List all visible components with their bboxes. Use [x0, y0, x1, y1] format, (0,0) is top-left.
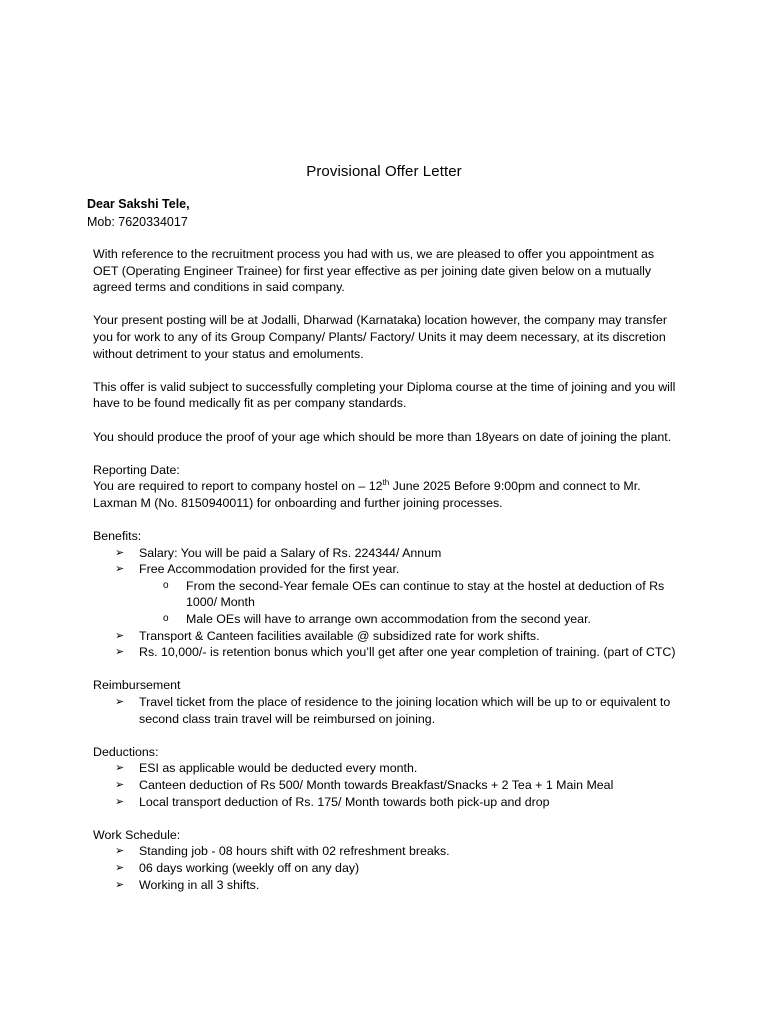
letter-body: [93, 246, 678, 893]
salutation: Dear Sakshi Tele,: [87, 197, 190, 211]
deductions-list: [93, 760, 678, 810]
reimbursement-travel: Travel ticket from the place of residence to the joining location which will be up to or equivalent to second class train travel will be reimbursed on joining.: [139, 695, 671, 726]
work-schedule-heading: Work Schedule:: [93, 827, 181, 842]
arrow-bullet-icon: ➢: [115, 861, 125, 874]
schedule-shifts-all: Working in all 3 shifts.: [139, 877, 260, 892]
arrow-bullet-icon: ➢: [115, 563, 125, 576]
list-item: [93, 860, 678, 877]
list-item: [93, 877, 678, 894]
benefit-accommodation: Free Accommodation provided for the first year.: [139, 562, 400, 577]
paragraph-validity: This offer is valid subject to successfully completing your Diploma course at the time of joining and you will have to be found medically fit as per company standards.: [93, 379, 676, 411]
list-item: [93, 578, 678, 611]
list-item: [93, 628, 678, 645]
schedule-days: 06 days working (weekly off on any day): [139, 860, 360, 875]
deductions-heading: Deductions:: [93, 744, 159, 759]
circle-bullet-icon: o: [163, 579, 169, 591]
reporting-heading: Reporting Date:: [93, 462, 180, 477]
paragraph-posting: Your present posting will be at Jodalli, Dharwad (Karnataka) location however, the company may transfer you for work to any of its Group Company/ Plants/ Factory/ Units it may deem necessary, at its discretion without detriment to your status and emoluments.: [93, 313, 667, 361]
arrow-bullet-icon: ➢: [115, 762, 125, 775]
deduction-canteen: Canteen deduction of Rs 500/ Month towards Breakfast/Snacks + 2 Tea + 1 Main Meal: [139, 778, 614, 792]
list-item: [93, 644, 678, 661]
arrow-bullet-icon: ➢: [115, 696, 125, 709]
list-item: [93, 611, 678, 628]
reimbursement-heading: Reimbursement: [93, 678, 181, 693]
list-item: [93, 694, 678, 727]
accommodation-male: Male OEs will have to arrange own accommodation from the second year.: [186, 612, 591, 627]
benefits-list: [93, 545, 678, 578]
list-item: [93, 561, 678, 578]
arrow-bullet-icon: ➢: [115, 878, 125, 891]
arrow-bullet-icon: ➢: [115, 845, 125, 858]
accommodation-sub-list: [93, 578, 678, 628]
mobile-number: Mob: 7620334017: [87, 215, 188, 229]
list-item: [93, 794, 678, 811]
paragraph-appointment: With reference to the recruitment process you had with us, we are pleased to offer you appointment as OET (Operating Engineer Trainee) for first year effective as per joining date given below on a mutually agreed terms and conditions in said company.: [93, 247, 655, 295]
accommodation-female: From the second-Year female OEs can continue to stay at the hostel at deduction of Rs 1000/ Month: [186, 578, 665, 610]
benefit-retention-bonus: Rs. 10,000/- is retention bonus which you’ll get after one year completion of training. (part of CTC): [139, 645, 676, 660]
deduction-esi: ESI as applicable would be deducted every month.: [139, 761, 418, 776]
reporting-text-before: You are required to report to company hostel on – 12: [93, 479, 383, 494]
benefit-transport: Transport & Canteen facilities available @ subsidized rate for work shifts.: [139, 628, 540, 643]
paragraph-age-proof: You should produce the proof of your age which should be more than 18years on date of joining the plant.: [93, 429, 672, 444]
benefits-list-continued: [93, 628, 678, 661]
circle-bullet-icon: o: [163, 613, 169, 625]
benefits-heading: Benefits:: [93, 529, 142, 544]
deduction-transport: Local transport deduction of Rs. 175/ Month towards both pick-up and drop: [139, 794, 550, 809]
arrow-bullet-icon: ➢: [115, 795, 125, 808]
schedule-shift: Standing job - 08 hours shift with 02 refreshment breaks.: [139, 844, 450, 859]
list-item: [93, 777, 678, 794]
list-item: [93, 545, 678, 562]
benefit-salary: Salary: You will be paid a Salary of Rs. 224344/ Annum: [139, 545, 442, 560]
spacer: [93, 661, 678, 678]
reporting-text-after: June 2025 Before 9:00pm and connect to Mr. Laxman M (No. 8150940011) for onboarding and further joining processes.: [93, 479, 641, 510]
arrow-bullet-icon: ➢: [115, 779, 125, 791]
work-schedule-list: [93, 843, 678, 893]
date-superscript: th: [382, 478, 390, 488]
spacer: [93, 810, 678, 827]
letter-title: Provisional Offer Letter: [306, 163, 462, 180]
list-item: [93, 843, 678, 860]
reimbursement-list: [93, 694, 678, 727]
arrow-bullet-icon: ➢: [115, 646, 125, 659]
list-item: [93, 760, 678, 777]
spacer: [93, 727, 678, 744]
arrow-bullet-icon: ➢: [115, 629, 125, 642]
arrow-bullet-icon: ➢: [115, 546, 125, 559]
reporting-text: [93, 478, 678, 511]
